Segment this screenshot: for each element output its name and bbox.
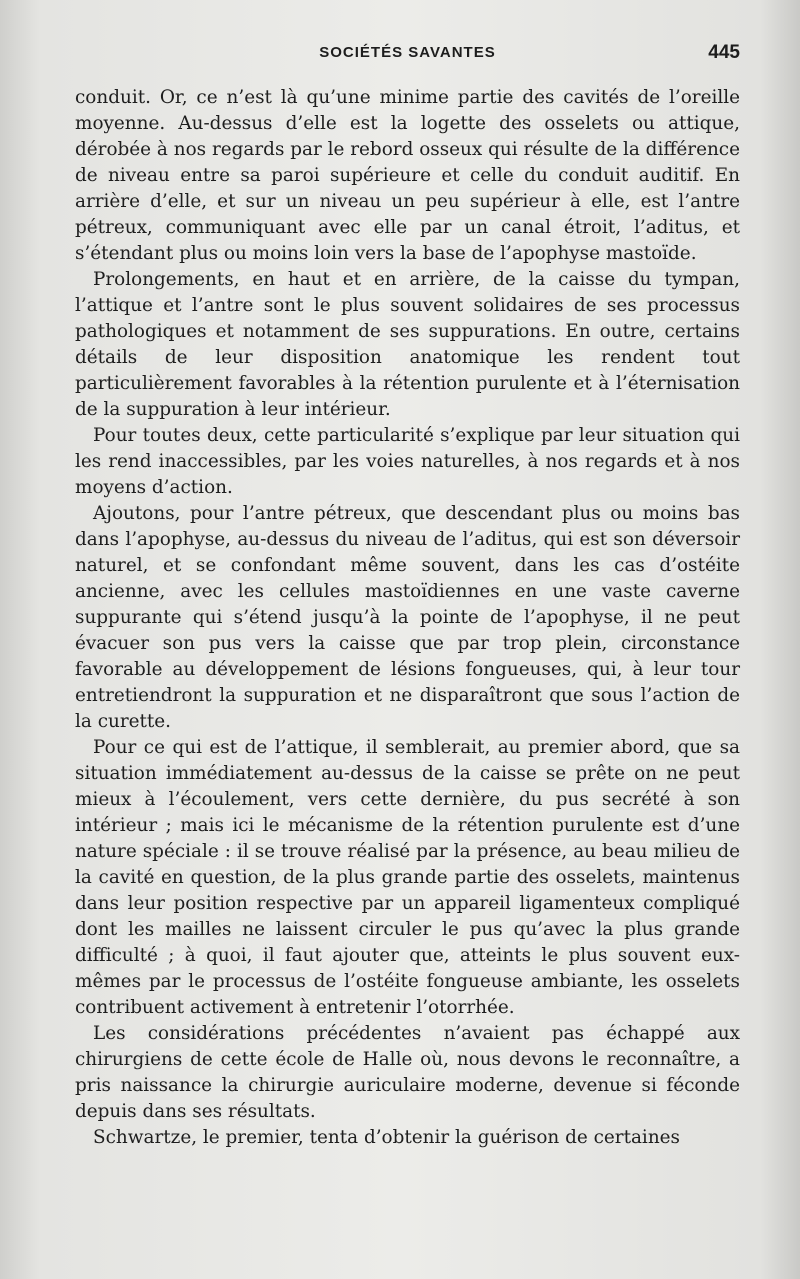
page-number: 445 bbox=[708, 42, 740, 63]
running-title: SOCIÉTÉS SAVANTES bbox=[319, 44, 496, 61]
paragraph: Pour ce qui est de l’attique, il semblerait, au premier abord, que sa situation immédiatement au-dessus de la caisse se prête on ne peut mieux à l’écoulement, vers cette dernière, du pus secrété à son intérieur ; mais ici le mécanisme de la rétention purulente est d’une nature spéciale : il se trouve réalisé par la présence, au beau milieu de la cavité en question, de la plus grande partie des osselets, maintenus dans leur position respective par un appareil ligamenteux compliqué dont les mailles ne laissent circuler le pus qu’avec la plus grande difficulté ; à quoi, il faut ajouter que, atteints le plus souvent eux-mêmes par le processus de l’ostéite fongueuse ambiante, les osselets contribuent activement à entretenir l’otorrhée. bbox=[75, 737, 740, 1018]
paragraph: Ajoutons, pour l’antre pétreux, que descendant plus ou moins bas dans l’apophyse, au-dessus du niveau de l’aditus, qui est son déversoir naturel, et se confondant même souvent, dans les cas d’ostéite ancienne, avec les cellules mastoïdiennes en une vaste caverne suppurante qui s’étend jusqu’à la pointe de l’apophyse, il ne peut évacuer son pus vers la caisse que par trop plein, circonstance favorable au développement de lésions fongueuses, qui, à leur tour entretiendront la suppuration et ne disparaîtront que sous l’action de la curette. bbox=[75, 503, 740, 732]
paragraph: Prolongements, en haut et en arrière, de la caisse du tympan, l’attique et l’antre sont le plus souvent solidaires de ses processus pathologiques et notamment de ses suppurations. En outre, certains détails de leur disposition anatomique les rendent tout particulièrement favorables à la rétention purulente et à l’éternisation de la suppuration à leur intérieur. bbox=[75, 269, 740, 420]
paragraph-continuation: conduit. Or, ce n’est là qu’une minime partie des cavités de l’oreille moyenne. Au-dessus d’elle est la logette des osselets ou attique, dérobée à nos regards par le rebord osseux qui résulte de la différence de niveau entre sa paroi supérieure et celle du conduit auditif. En arrière d’elle, et sur un niveau un peu supérieur à elle, est l’antre pétreux, communiquant avec elle par un canal étroit, l’aditus, et s’étendant plus ou moins loin vers la base de l’apophyse mastoïde. bbox=[75, 87, 740, 264]
page-header bbox=[75, 44, 740, 70]
paragraph: Pour toutes deux, cette particularité s’explique par leur situation qui les rend inaccessibles, par les voies naturelles, à nos regards et à nos moyens d’action. bbox=[75, 425, 740, 498]
paragraph-truncated: Schwartze, le premier, tenta d’obtenir la guérison de certaines bbox=[93, 1127, 680, 1148]
paragraph: Les considérations précédentes n’avaient pas échappé aux chirurgiens de cette école de Halle où, nous devons le reconnaître, a pris naissance la chirurgie auriculaire moderne, devenue si féconde depuis dans ses résultats. bbox=[75, 1023, 740, 1122]
body-text bbox=[75, 85, 740, 1151]
